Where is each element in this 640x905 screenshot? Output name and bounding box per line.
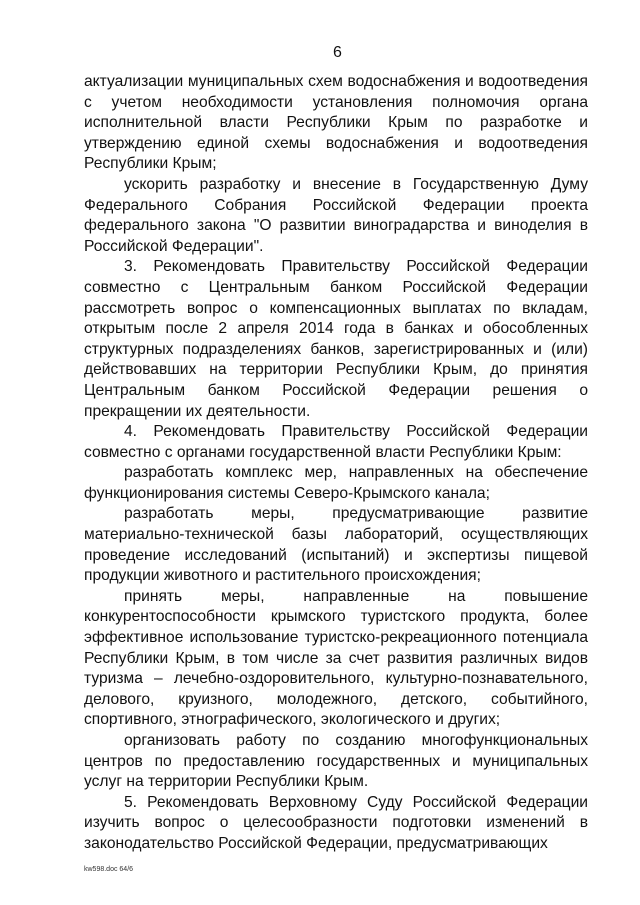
paragraph: организовать работу по созданию многофункциональных центров по предоставлению государственных и муниципальных услуг на территории Республики Крым. bbox=[84, 732, 588, 791]
paragraph: разработать меры, предусматривающие развитие материально-технической базы лабораторий, осуществляющих проведение исследований (испытаний) и экспертизы пищевой продукции животного и растительного происхождения; bbox=[84, 505, 588, 585]
paragraph: 4. Рекомендовать Правительству Российской Федерации совместно с органами государственной власти Республики Крым: bbox=[84, 423, 588, 461]
paragraph: разработать комплекс мер, направленных на обеспечение функционирования системы Северо-Крымского канала; bbox=[84, 464, 588, 502]
page-number: 6 bbox=[333, 44, 342, 61]
paragraph: 5. Рекомендовать Верховному Суду Российской Федерации изучить вопрос о целесообразности подготовки изменений в законодательство Российской Федерации, предусматривающих bbox=[84, 793, 588, 852]
footer-file-reference: kw598.doc 64/6 bbox=[84, 866, 134, 873]
paragraph: принять меры, направленные на повышение конкурентоспособности крымского туристского продукта, более эффективное использование туристско-рекреационного потенциала Республики Крым, в том числе за счет развития различных видов туризма – лечебно-оздоровительного, культурно-познавательного, делового, круизного, молодежного, детского, событийного, спортивного, этнографического, экологического и других; bbox=[84, 587, 588, 729]
document-body bbox=[84, 72, 588, 855]
paragraph: ускорить разработку и внесение в Государственную Думу Федерального Собрания Российской Федерации проекта федерального закона "О развитии виноградарства и виноделия в Российской Федерации". bbox=[84, 175, 588, 255]
paragraph: актуализации муниципальных схем водоснабжения и водоотведения с учетом необходимости установления полномочия органа исполнительной власти Республики Крым по разработке и утверждению единой схемы водоснабжения и водоотведения Республики Крым; bbox=[84, 73, 588, 173]
paragraph: 3. Рекомендовать Правительству Российской Федерации совместно с Центральным банком Российской Федерации рассмотреть вопрос о компенсационных выплатах по вкладам, открытым после 2 апреля 2014 года в банках и обособленных структурных подразделениях банков, зарегистрированных и (или) действовавших на территории Республики Крым, до принятия Центральным банком Российской Федерации решения о прекращении их деятельности. bbox=[84, 258, 588, 420]
